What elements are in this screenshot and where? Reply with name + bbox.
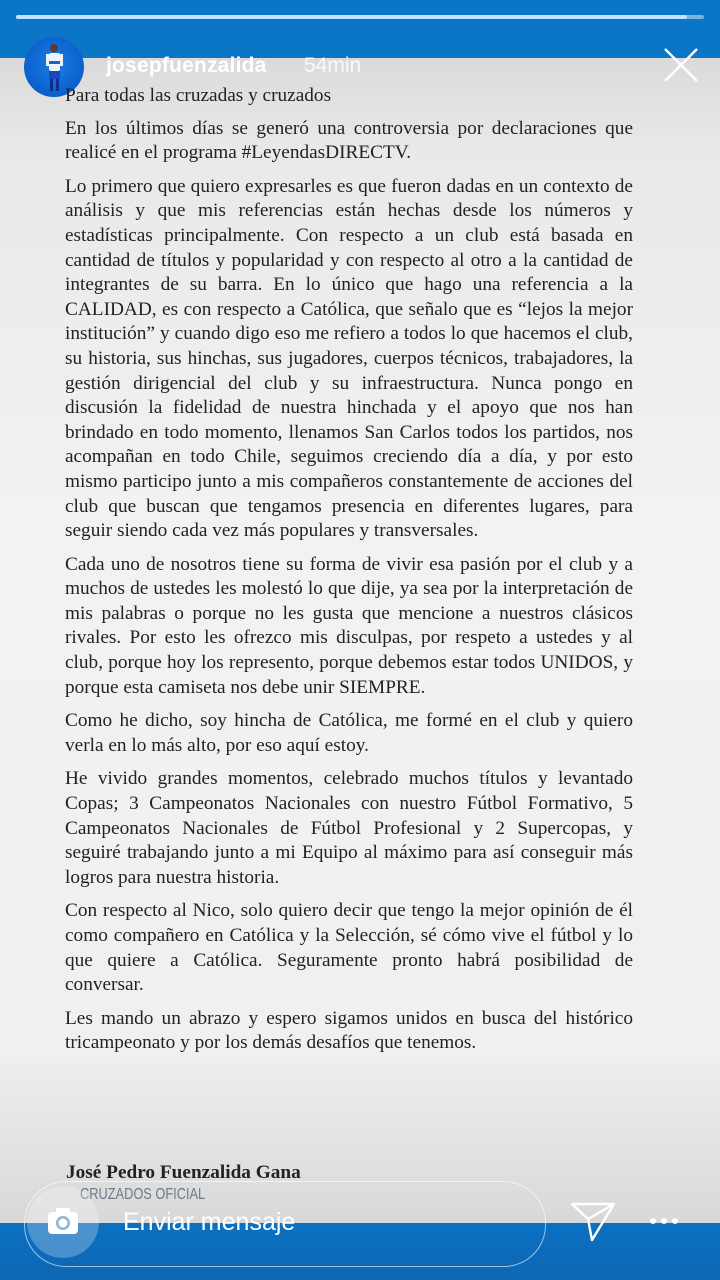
close-button[interactable] <box>662 46 700 84</box>
more-options-button[interactable] <box>648 1215 682 1227</box>
more-icon-dot <box>661 1218 667 1224</box>
letter-organization: CRUZADOS OFICIAL <box>80 1186 206 1203</box>
letter-paragraph: Con respecto al Nico, solo quiero decir que tengo la mejor opinión de él como compañero en Católica y la Selección, sé cómo vive el fútbol y lo que quiere a Católica. Seguramente pronto habrá posibilidad de conversar. <box>65 900 633 996</box>
more-icon-dot <box>650 1218 656 1224</box>
story-username[interactable]: josepfuenzalida <box>106 54 267 77</box>
story-progress-fill <box>16 15 687 19</box>
close-icon <box>662 46 700 84</box>
letter-paragraph: Cada uno de nosotros tiene su forma de vivir esa pasión por el club y a muchos de ustedes les molestó lo que dije, ya sea por la interpretación de mis palabras o porque no les gusta que mencione a nuestros clásicos rivales. Por esto les ofrezco mis disculpas, por respeto a ustedes y al club, porque hoy los represento, porque debemos estar todos UNIDOS, y porque esta camiseta nos debe unir SIEMPRE. <box>65 553 633 698</box>
letter-paragraph: He vivido grandes momentos, celebrado muchos títulos y levantado Copas; 3 Campeonatos Nacionales con nuestro Fútbol Formativo, 5 Campeonatos Nacionales de Fútbol Profesional y 2 Supercopas, y seguiré trabajando junto a mi Equipo al máximo para así conseguir más logros para nuestra historia. <box>65 768 633 888</box>
letter-body <box>65 84 633 1065</box>
letter-paragraph: Como he dicho, soy hincha de Católica, me formé en el club y quiero verla en lo más alto, por eso aquí estoy. <box>65 710 633 756</box>
camera-icon <box>27 1186 99 1258</box>
story-header-background <box>0 0 720 58</box>
story-progress-bar <box>16 15 704 19</box>
camera-button[interactable] <box>27 1186 99 1258</box>
letter-paragraph: Les mando un abrazo y espero sigamos unidos en busca del histórico tricampeonato y por los demás desafíos que tenemos. <box>65 1007 633 1054</box>
more-icon-dot <box>672 1218 678 1224</box>
letter-paragraph: Lo primero que quiero expresarles es que fueron dadas en un contexto de análisis y que mis referencias están hechas desde los números y estadísticas principalmente. Con respecto a un club está basada en cantidad de títulos y popularidad y con respecto al otro a la cantidad de integrantes de su barra. En lo único que hago una referencia a la CALIDAD, es con respecto a Católica, que señalo que es “lejos la mejor institución” y cuando digo eso me refiero a todos lo que hacemos el club, su historia, sus hinchas, sus jugadores, cuerpos técnicos, trabajadores, la gestión dirigencial del club y su infraestructura. Nunca pongo en discusión la fidelidad de nuestra hinchada y el apoyo que nos han brindado en todo momento, llenamos San Carlos todos los partidos, nos acompañan en todo Chile, seguimos creciendo día a día, y por esto mismo participo junto a mis compañeros constantemente de acciones del club que buscan que tengamos presencia en diferentes lugares, para seguir siendo cada vez más populares y transversales. <box>65 175 633 542</box>
letter-signature: José Pedro Fuenzalida Gana <box>66 1162 301 1183</box>
story-timestamp: 54min <box>304 54 362 77</box>
letter-greeting: Para todas las cruzadas y cruzados <box>65 85 332 106</box>
letter-paragraph: En los últimos días se generó una controversia por declaraciones que realicé en el programa #LeyendasDIRECTV. <box>65 117 633 164</box>
message-placeholder[interactable]: Enviar mensaje <box>123 1208 296 1236</box>
send-icon <box>570 1201 616 1243</box>
send-button[interactable] <box>570 1201 616 1243</box>
